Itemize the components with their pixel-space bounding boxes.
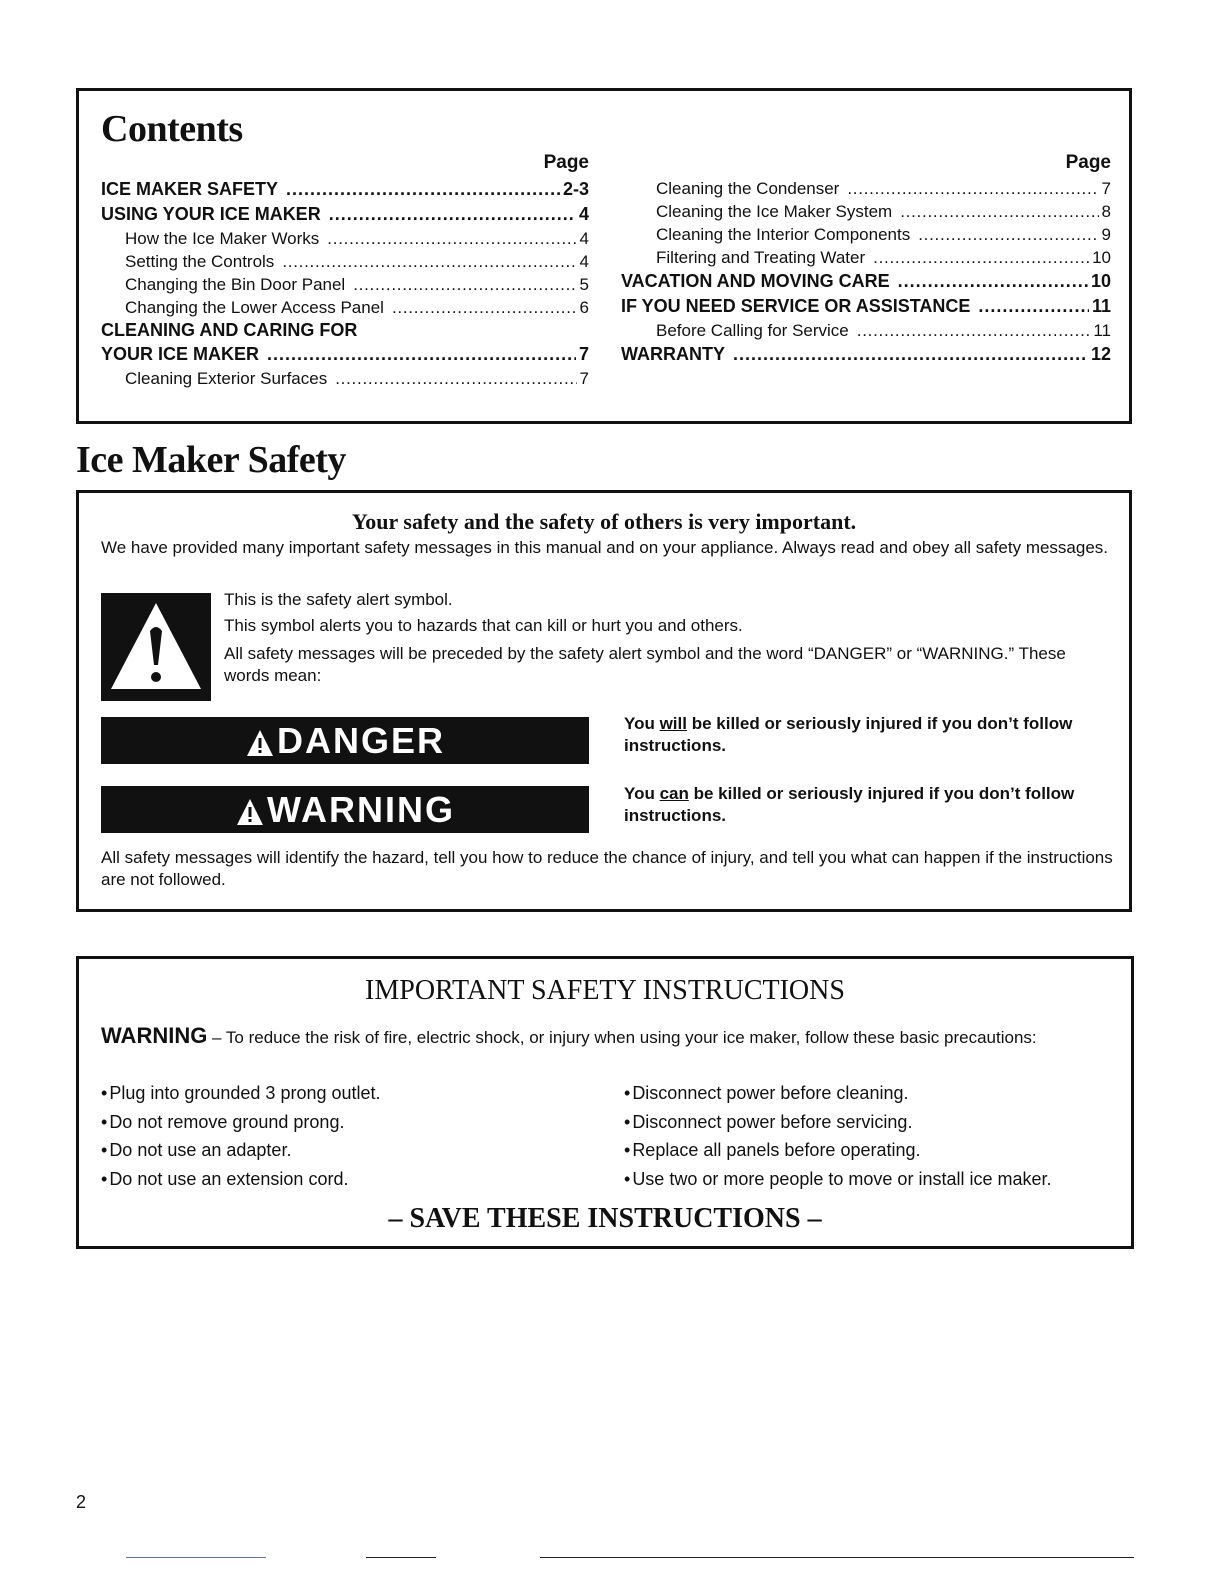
contents-box (76, 88, 1132, 424)
toc-label: Cleaning the Ice Maker System (656, 202, 893, 221)
toc-page: 9 (1101, 225, 1111, 244)
alert-triangle-icon (245, 728, 275, 758)
page-column-header: Page (543, 152, 589, 173)
toc-entry[interactable] (621, 177, 1111, 200)
toc-entry[interactable] (101, 177, 589, 202)
contents-title: Contents (101, 108, 243, 150)
toc-label: WARRANTY (621, 344, 725, 364)
toc-label: Setting the Controls (125, 252, 275, 271)
alert-triangle-icon (235, 797, 265, 827)
warning-description: You can be killed or seriously injured if you don’t follow instructions. (624, 784, 1075, 825)
footer-rule (540, 1557, 1134, 1558)
toc-page: 4 (578, 204, 589, 224)
safety-intro: We have provided many important safety messages in this manual and on your appliance. Always read and obey all safety messages. (101, 538, 1109, 557)
instructions-title: IMPORTANT SAFETY INSTRUCTIONS (365, 975, 845, 1006)
toc-label: Cleaning Exterior Surfaces (125, 369, 328, 388)
toc-page: 4 (579, 229, 589, 248)
danger-label: DANGER (276, 720, 445, 761)
save-instructions-note: – SAVE THESE INSTRUCTIONS – (388, 1203, 822, 1234)
safety-outro: All safety messages will identify the hazard, tell you how to reduce the chance of injury, and tell you what can happen if the instructions are not followed. (101, 848, 1113, 889)
toc-label: Changing the Lower Access Panel (125, 298, 384, 317)
toc-entry[interactable] (101, 227, 589, 250)
toc-label: How the Ice Maker Works (125, 229, 320, 248)
footer-rule (126, 1557, 266, 1558)
safety-subheading: Your safety and the safety of others is very important. (351, 509, 857, 534)
alert-line: This is the safety alert symbol. (224, 590, 453, 609)
toc-entry[interactable] (101, 296, 589, 319)
toc-label: YOUR ICE MAKER (101, 344, 260, 364)
list-item: • Disconnect power before cleaning. (624, 1079, 1124, 1108)
toc-page: 7 (579, 369, 589, 388)
list-item: • Do not remove ground prong. (101, 1108, 601, 1137)
toc-entry[interactable] (621, 223, 1111, 246)
instructions-box (76, 956, 1134, 1249)
toc-label: Before Calling for Service (656, 321, 849, 340)
danger-signal-bar (101, 717, 589, 764)
warning-signal-bar (101, 786, 589, 833)
toc-entry[interactable] (101, 273, 589, 296)
toc-page: 4 (579, 252, 589, 271)
warning-label: WARNING (267, 789, 455, 830)
toc-entry[interactable] (621, 246, 1111, 269)
toc-entry[interactable] (621, 294, 1111, 319)
toc-label: Cleaning the Condenser (656, 179, 840, 198)
toc-label: Changing the Bin Door Panel (125, 275, 346, 294)
toc-entry[interactable] (621, 319, 1111, 342)
toc-page: 11 (1093, 321, 1111, 340)
toc-label: Filtering and Treating Water (656, 248, 866, 267)
toc-entry[interactable] (621, 269, 1111, 294)
toc-page: 5 (579, 275, 589, 294)
emphasis: can (659, 784, 689, 803)
page-column-header: Page (1065, 152, 1111, 173)
toc-label: ICE MAKER SAFETY (101, 179, 279, 199)
toc-entry[interactable] (101, 202, 589, 227)
safety-box (76, 490, 1132, 912)
section-heading: Ice Maker Safety (76, 439, 346, 481)
toc-label: CLEANING AND CARING FOR (101, 320, 358, 340)
toc-page: 12 (1090, 344, 1111, 364)
alert-explanation (224, 587, 1104, 687)
toc-entry[interactable] (621, 200, 1111, 223)
toc-page: 7 (1101, 179, 1111, 198)
toc-entry[interactable] (101, 250, 589, 273)
toc-page: 10 (1090, 271, 1111, 291)
list-item: • Disconnect power before servicing. (624, 1108, 1124, 1137)
warning-word: WARNING (101, 1023, 208, 1048)
toc-page: 7 (578, 344, 589, 364)
toc-entry[interactable] (101, 319, 589, 342)
toc-entry[interactable] (101, 342, 589, 367)
precautions-right (624, 1079, 1124, 1193)
toc-label: Cleaning the Interior Components (656, 225, 911, 244)
list-item: • Do not use an extension cord. (101, 1165, 601, 1194)
list-item: • Do not use an adapter. (101, 1136, 601, 1165)
toc-label: VACATION AND MOVING CARE (621, 271, 890, 291)
toc-label: IF YOU NEED SERVICE OR ASSISTANCE (621, 296, 971, 316)
list-item: • Use two or more people to move or install ice maker. (624, 1165, 1124, 1194)
toc-right-column (621, 149, 1111, 367)
toc-page: 6 (579, 298, 589, 317)
toc-entry[interactable] (621, 342, 1111, 367)
danger-description: You will be killed or seriously injured if you don’t follow instructions. (624, 714, 1073, 755)
page-number: 2 (76, 1492, 87, 1512)
list-item: • Plug into grounded 3 prong outlet. (101, 1079, 601, 1108)
safety-alert-icon (101, 593, 211, 701)
alert-line: This symbol alerts you to hazards that can kill or hurt you and others. (224, 616, 743, 635)
toc-label: USING YOUR ICE MAKER (101, 204, 321, 224)
precautions-left (101, 1079, 601, 1193)
toc-page: 2-3 (562, 179, 589, 199)
instructions-warning: WARNING – To reduce the risk of fire, electric shock, or injury when using your ice maker, follow these basic precautions: (101, 1023, 1037, 1048)
toc-page: 11 (1091, 296, 1111, 316)
footer-rule (366, 1557, 436, 1558)
emphasis: will (659, 714, 687, 733)
toc-left-column (101, 149, 589, 390)
toc-page: 8 (1101, 202, 1111, 221)
toc-entry[interactable] (101, 367, 589, 390)
list-item: • Replace all panels before operating. (624, 1136, 1124, 1165)
toc-page: 10 (1092, 248, 1111, 267)
alert-line: All safety messages will be preceded by the safety alert symbol and the word “DANGER” or “WARNING.” These words mean: (224, 644, 1066, 685)
